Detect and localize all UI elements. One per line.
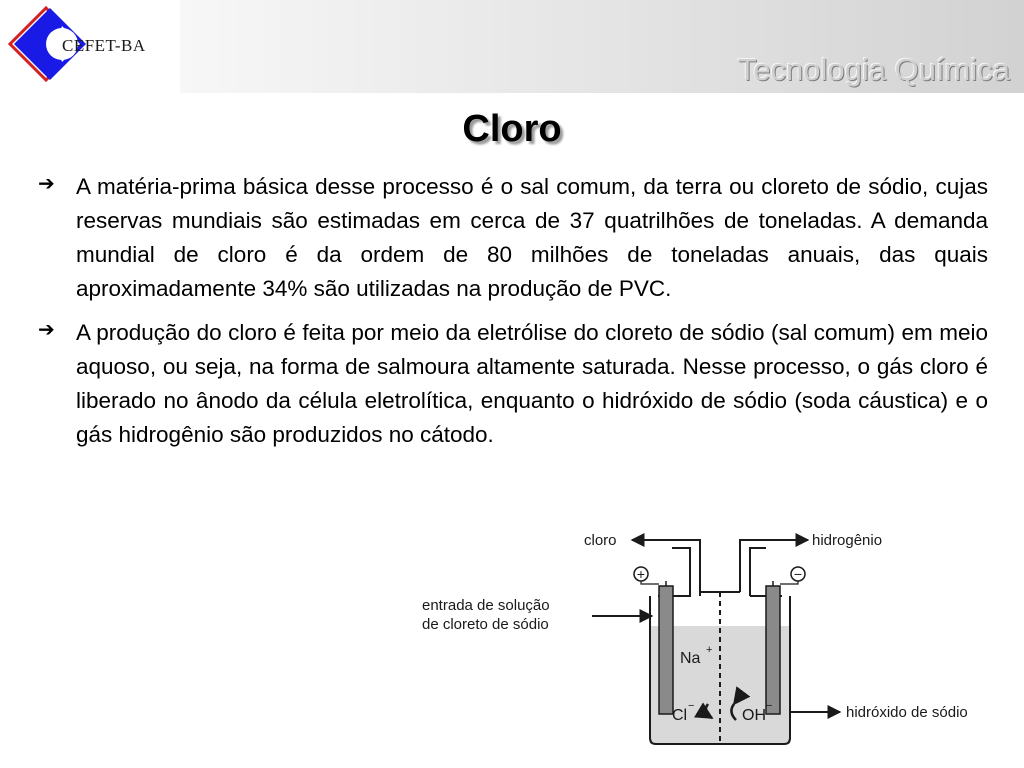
- anode-electrode: [659, 586, 673, 714]
- bullet-list: [38, 170, 988, 462]
- label-entrada-line1: entrada de solução: [422, 597, 550, 614]
- electrolysis-cell-diagram: [410, 526, 1020, 768]
- anode-sign: +: [636, 566, 646, 582]
- label-na-ion: Na: [680, 650, 701, 667]
- label-hidrogenio: hidrogênio: [812, 532, 883, 549]
- course-brand-title: Tecnologia Química: [737, 52, 1010, 87]
- label-cloro: cloro: [584, 532, 617, 549]
- bullet-text: A matéria-prima básica desse processo é o sal comum, da terra ou cloreto de sódio, cujas reservas mundiais são estimadas em cerca de 37 quatrilhões de toneladas. A demanda mundial de cloro é da ordem de 80 milhões de toneladas anuais, das quais aproximadamente 34% são utilizadas na produção de PVC.: [76, 174, 988, 301]
- bullet-text: A produção do cloro é feita por meio da eletrólise do cloreto de sódio (sal comum) em meio aquoso, ou seja, na forma de salmoura altamente saturada. Nesse processo, o gás cloro é liberado no ânodo da célula eletrolítica, enquanto o hidróxido de sódio (soda cáustica) e o gás hidrogênio são produzidos no cátodo.: [76, 320, 988, 447]
- right-arrow-bullet-icon: ➔: [38, 319, 55, 341]
- label-cl-charge: −: [688, 700, 695, 712]
- bullet-item: [38, 170, 988, 306]
- logo: [0, 0, 180, 93]
- label-oh-charge: −: [766, 700, 773, 712]
- right-arrow-bullet-icon: ➔: [38, 173, 55, 195]
- bullet-item: [38, 316, 988, 452]
- cathode-sign: −: [793, 566, 803, 582]
- label-na-charge: +: [706, 644, 713, 656]
- slide-title: Cloro: [462, 108, 562, 150]
- label-oh-ion: OH: [742, 707, 766, 724]
- label-cl-ion: Cl: [672, 707, 688, 724]
- cathode-electrode: [766, 586, 780, 714]
- logo-text: CEFET-BA: [62, 36, 146, 55]
- label-hidroxido: hidróxido de sódio: [846, 704, 968, 721]
- slide-header: [0, 0, 1024, 93]
- label-entrada-line2: de cloreto de sódio: [422, 616, 549, 633]
